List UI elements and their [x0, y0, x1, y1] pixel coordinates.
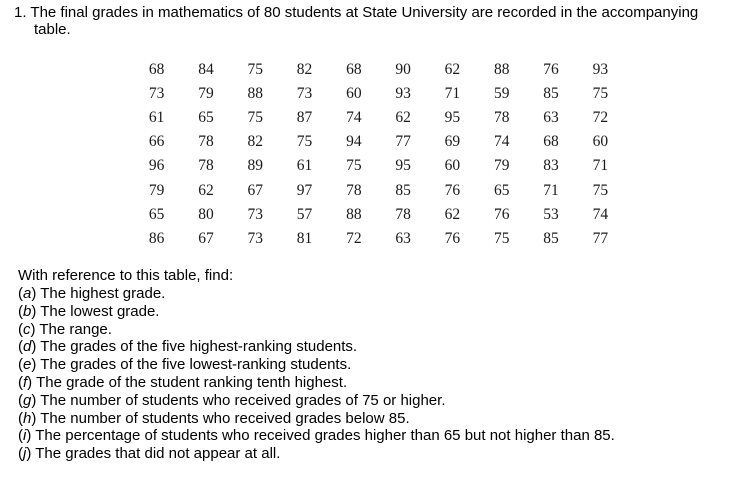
grade-cell: 82 [296, 61, 313, 79]
grade-cell: 71 [592, 157, 609, 175]
question-letter: a [23, 285, 32, 302]
question-text: The lowest grade. [36, 302, 160, 320]
grade-cell: 73 [247, 205, 263, 223]
grade-cell: 89 [247, 157, 263, 175]
grade-cell: 62 [198, 181, 214, 199]
grade-cell: 78 [198, 157, 214, 175]
grade-cell: 75 [592, 85, 609, 103]
question-item: (f) The grade of the student ranking tenth highest. [18, 373, 348, 391]
grade-cell: 78 [198, 133, 214, 151]
question-text: The number of students who received grades below 85. [36, 409, 410, 427]
grade-cell: 85 [543, 229, 559, 247]
question-item: (e) The grades of the five lowest-ranking students. [18, 356, 352, 374]
table-row [132, 82, 625, 106]
grade-cell: 60 [592, 133, 609, 151]
grade-cell: 72 [592, 109, 609, 127]
grade-cell: 97 [296, 181, 313, 199]
grade-cell: 75 [592, 181, 609, 199]
table-row [132, 178, 625, 202]
grade-cell: 68 [543, 133, 559, 151]
grade-cell: 83 [543, 157, 559, 175]
grade-cell: 76 [543, 61, 559, 79]
question-item: (c) The range. [18, 320, 112, 338]
question-letter: h [23, 409, 32, 427]
grade-cell: 71 [444, 85, 461, 103]
grade-cell: 88 [493, 61, 510, 79]
question-letter: j [23, 445, 27, 463]
grade-cell: 65 [493, 181, 510, 199]
question-text: The grades that did not appear at all. [31, 445, 281, 463]
grade-cell: 78 [395, 205, 411, 223]
grade-cell: 84 [198, 61, 214, 79]
grade-cell: 65 [198, 109, 214, 127]
grade-cell: 63 [543, 109, 559, 127]
grade-cell: 76 [444, 229, 461, 247]
question-item: (a) The highest grade. [18, 285, 166, 302]
reference-text: With reference to this table, find: [18, 267, 234, 284]
grade-cell: 71 [543, 181, 559, 199]
grade-cell: 75 [247, 61, 263, 79]
grade-cell: 67 [247, 181, 263, 199]
grade-cell: 96 [148, 157, 165, 175]
grade-cell: 73 [247, 229, 263, 247]
grade-cell: 94 [346, 133, 362, 151]
grade-cell: 75 [296, 133, 313, 151]
question-item: (h) The number of students who received grades below 85. [18, 409, 410, 427]
table-row [132, 154, 625, 178]
grade-cell: 90 [395, 61, 411, 79]
grades-table-body [132, 58, 625, 251]
question-text: The percentage of students who received grades higher than 65 but not higher than 85. [31, 427, 615, 445]
question-item: (j) The grades that did not appear at all. [18, 445, 281, 463]
question-letter: i [23, 427, 27, 445]
table-row [132, 106, 625, 130]
grade-cell: 79 [148, 181, 165, 199]
intro-text-line-1: 1. The final grades in mathematics of 80 students at State University are recorded in the accompanying [14, 4, 699, 21]
grade-cell: 65 [148, 205, 165, 223]
grade-cell: 61 [148, 109, 165, 127]
grade-cell: 79 [198, 85, 214, 103]
question-list [18, 285, 615, 463]
question-letter: e [23, 356, 32, 374]
grade-cell: 75 [247, 109, 263, 127]
table-row [132, 130, 625, 154]
question-text: The number of students who received grades of 75 or higher. [36, 391, 446, 409]
question-text: The grades of the five lowest-ranking students. [36, 356, 352, 374]
grade-cell: 93 [592, 61, 609, 79]
grade-cell: 87 [296, 109, 313, 127]
grade-cell: 74 [346, 109, 362, 127]
grades-table [132, 58, 625, 251]
grade-cell: 60 [444, 157, 461, 175]
grade-cell: 57 [296, 205, 313, 223]
question-letter: c [23, 320, 31, 338]
grade-cell: 85 [395, 181, 411, 199]
grade-cell: 93 [395, 85, 411, 103]
grade-cell: 95 [395, 157, 411, 175]
grade-cell: 68 [346, 61, 362, 79]
grade-cell: 62 [444, 205, 461, 223]
grade-cell: 81 [296, 229, 313, 247]
table-row [132, 58, 625, 82]
grade-cell: 63 [395, 229, 411, 247]
grade-cell: 95 [444, 109, 461, 127]
grade-cell: 88 [247, 85, 263, 103]
grade-cell: 80 [198, 205, 214, 223]
grade-cell: 75 [493, 229, 510, 247]
grade-cell: 60 [346, 85, 362, 103]
question-item: (d) The grades of the five highest-ranking students. [18, 338, 358, 356]
question-letter: d [23, 338, 32, 356]
grade-cell: 72 [346, 229, 362, 247]
question-text: The grades of the five highest-ranking students. [36, 338, 358, 356]
table-row [132, 203, 625, 227]
grade-cell: 77 [395, 133, 411, 151]
grade-cell: 76 [493, 205, 510, 223]
grade-cell: 78 [493, 109, 510, 127]
question-letter: b [23, 302, 32, 320]
question-item: (i) The percentage of students who received grades higher than 65 but not higher than 85. [18, 427, 615, 445]
grade-cell: 77 [592, 229, 609, 247]
grade-cell: 68 [148, 61, 165, 79]
grade-cell: 78 [346, 181, 362, 199]
grade-cell: 74 [592, 205, 609, 223]
grade-cell: 75 [346, 157, 362, 175]
grade-cell: 69 [444, 133, 461, 151]
intro-text-line-2: table. [34, 21, 71, 38]
question-letter: g [23, 391, 32, 409]
grade-cell: 74 [493, 133, 510, 151]
grade-cell: 85 [543, 85, 559, 103]
grade-cell: 59 [493, 85, 510, 103]
grade-cell: 88 [346, 205, 362, 223]
grade-cell: 67 [198, 229, 214, 247]
grade-cell: 53 [543, 205, 559, 223]
question-text: The grade of the student ranking tenth highest. [32, 373, 348, 391]
question-item: (b) The lowest grade. [18, 302, 160, 320]
grade-cell: 66 [148, 133, 165, 151]
grade-cell: 61 [296, 157, 313, 175]
question-text: The highest grade. [36, 285, 166, 302]
table-row [132, 227, 625, 251]
grade-cell: 73 [148, 85, 165, 103]
question-text: The range. [35, 320, 112, 338]
grade-cell: 62 [395, 109, 411, 127]
grade-cell: 76 [444, 181, 461, 199]
question-item: (g) The number of students who received grades of 75 or higher. [18, 391, 446, 409]
grade-cell: 62 [444, 61, 461, 79]
grade-cell: 73 [296, 85, 313, 103]
grade-cell: 79 [493, 157, 510, 175]
question-letter: f [23, 373, 28, 391]
grade-cell: 86 [148, 229, 165, 247]
grade-cell: 82 [247, 133, 263, 151]
